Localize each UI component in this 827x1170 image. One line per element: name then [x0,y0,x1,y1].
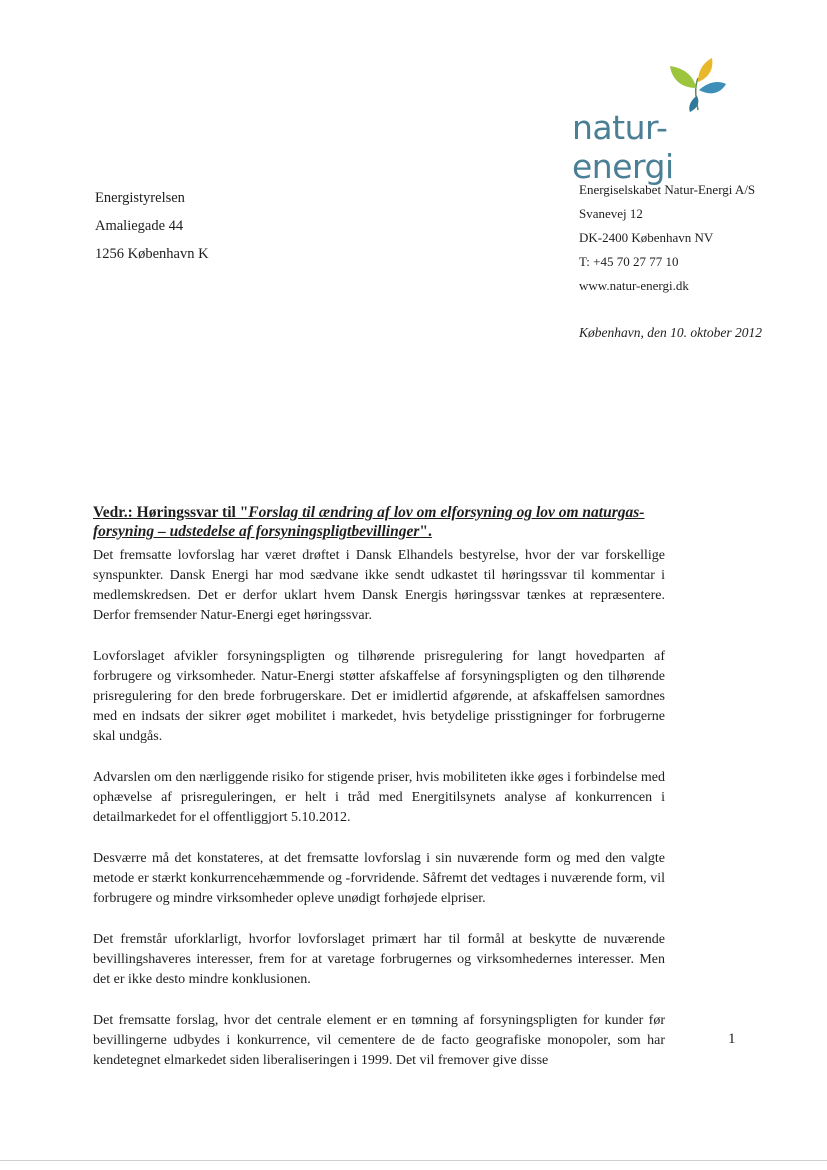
recipient-address [95,184,209,268]
recipient-name: Energistyrelsen [95,190,185,206]
sender-address [579,178,755,298]
page-number: 1 [728,1031,736,1047]
sender-city: DK-2400 København NV [579,230,714,245]
subject-prefix: Vedr.: Høringssvar til " [93,504,249,521]
sender-website: www.natur-energi.dk [579,278,689,293]
paragraph: Det fremstår uforklarligt, hvorfor lovforslaget primært har til formål at beskytte de nuværende bevillingshaveres interesser, frem for at varetage forbrugernes og virksomhedernes interesser. Men det er ikke desto mindre konklusionen. [93,932,665,987]
recipient-street: Amaliegade 44 [95,218,184,234]
subject-title: Forslag til ændring af lov om elforsyning og lov om naturgas-forsyning – udstedelse af forsyningspligtbevillinger [93,504,645,540]
paragraph: Det fremsatte forslag, hvor det centrale element er en tømning af forsyningspligten for kunder før bevillingerne udbydes i konkurrence, vil cementere de de facto geografiske monopoler, som har kendetegnet elmarkedet siden liberaliseringen i 1999. Det vil fremover give disse [93,1013,665,1068]
paragraph: Det fremsatte lovforslag har været drøftet i Dansk Elhandels bestyrelse, hvor der var forskellige synspunkter. Dansk Energi har mod sædvane ikke sendt udkastet til høringssvar til kommentar i medlemskredsen. Det er derfor uklart hvem Dansk Energis høringssvar tænkes at repræsentere. Derfor fremsender Natur-Energi eget høringssvar. [93,548,665,623]
subject-line [93,503,693,541]
sender-phone: T: +45 70 27 77 10 [579,254,679,269]
page-bottom-rule [0,1160,827,1161]
sender-street: Svanevej 12 [579,206,643,221]
paragraph: Desværre må det konstateres, at det fremsatte lovforslag i sin nuværende form og med den valgte metode er stærkt konkurrencehæmmende og -forvridende. Såfremt det vedtages i nuværende form, vil forbrugere og mindre virksomheder opleve unødigt forhøjede elpriser. [93,851,665,906]
logo-wordmark: natur-energi [572,108,674,186]
paragraph: Lovforslaget afvikler forsyningspligten og tilhørende prisregulering for langt hovedparten af forbrugere og virksomheder. Natur-Energi støtter afskaffelse af forsyningspligten og den tilhørende prisregulering for den brede forbrugerskare. Det er imidlertid afgørende, at afskaffelsen samordnes med en indsats der sikrer øget mobilitet i markedet, hvis betydelige prisstigninger for forbrugerne skal undgås. [93,649,665,744]
letter-body [93,546,665,1092]
recipient-city: 1256 København K [95,246,209,262]
subject-suffix: ". [419,523,432,540]
paragraph: Advarslen om den nærliggende risiko for stigende priser, hvis mobiliteten ikke øges i forbindelse med ophævelse af prisreguleringen, er helt i tråd med Energitilsynets analyse af konkurrencen i detailmarkedet for el offentliggjort 5.10.2012. [93,770,665,825]
letter-date: København, den 10. oktober 2012 [579,325,762,340]
sender-company: Energiselskabet Natur-Energi A/S [579,182,756,197]
natur-energi-logo [568,58,758,186]
leaf-icon [668,58,728,112]
